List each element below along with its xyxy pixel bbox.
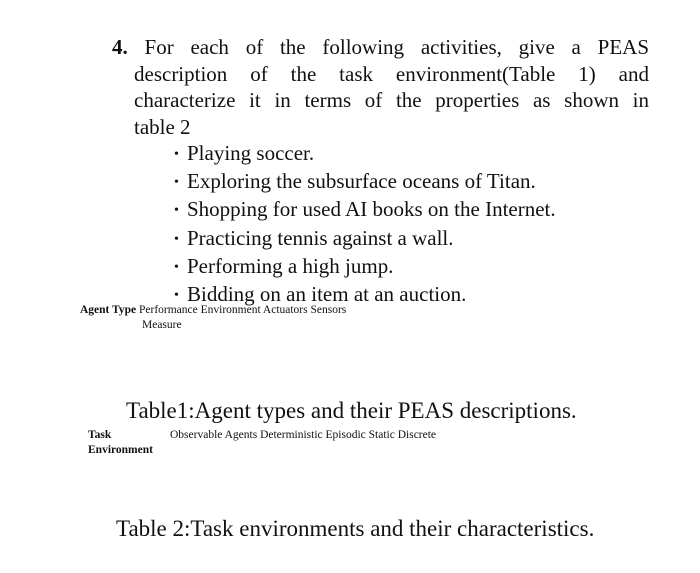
question-number: 4. [112,35,128,59]
bullet-icon: • [174,147,179,162]
list-item [174,253,556,281]
question-line-1-text: For each of the following activities, give a PEAS [144,35,650,59]
question-text [112,34,649,140]
bullet-icon: • [174,175,179,191]
question-line-4: table 2 [134,114,191,139]
activity-text: Shopping for used AI books on the Internet. [187,197,556,222]
activity-text: Performing a high jump. [187,253,394,278]
question-line-2: description of the task environment(Table 1) and [134,61,649,86]
bullet-icon: • [174,231,179,247]
table1-caption: Table1:Agent types and their PEAS descriptions. [126,398,577,423]
activity-text: Bidding on an item at an auction. [187,282,467,307]
list-item [174,225,556,253]
bullet-icon: • [174,259,179,275]
table2-caption: Table 2:Task environments and their characteristics. [116,516,595,541]
list-item [174,140,556,168]
table1-first-column: Agent Type [80,304,137,316]
list-item [174,168,556,196]
activity-text: Playing soccer. [187,141,315,165]
table1-header-line-2: Measure [142,319,182,331]
table2-first-column [88,428,153,458]
table2-first-column-line-2: Environment [88,444,153,456]
activity-text: Exploring the subsurface oceans of Titan. [187,169,536,194]
bullet-icon: • [174,288,179,304]
table1-header [80,303,346,318]
bullet-icon: • [174,203,179,219]
question-line-1 [112,34,649,61]
activity-text: Practicing tennis against a wall. [187,225,454,250]
list-item [174,196,556,224]
table2-first-column-line-1: Task [88,429,112,441]
activity-list [174,140,556,309]
table2-other-columns: Observable Agents Deterministic Episodic Static Discrete [170,429,437,441]
question-line-3: characterize it in terms of the properties as shown in [134,88,649,112]
table1-other-columns: Performance Environment Actuators Sensors [139,304,347,316]
